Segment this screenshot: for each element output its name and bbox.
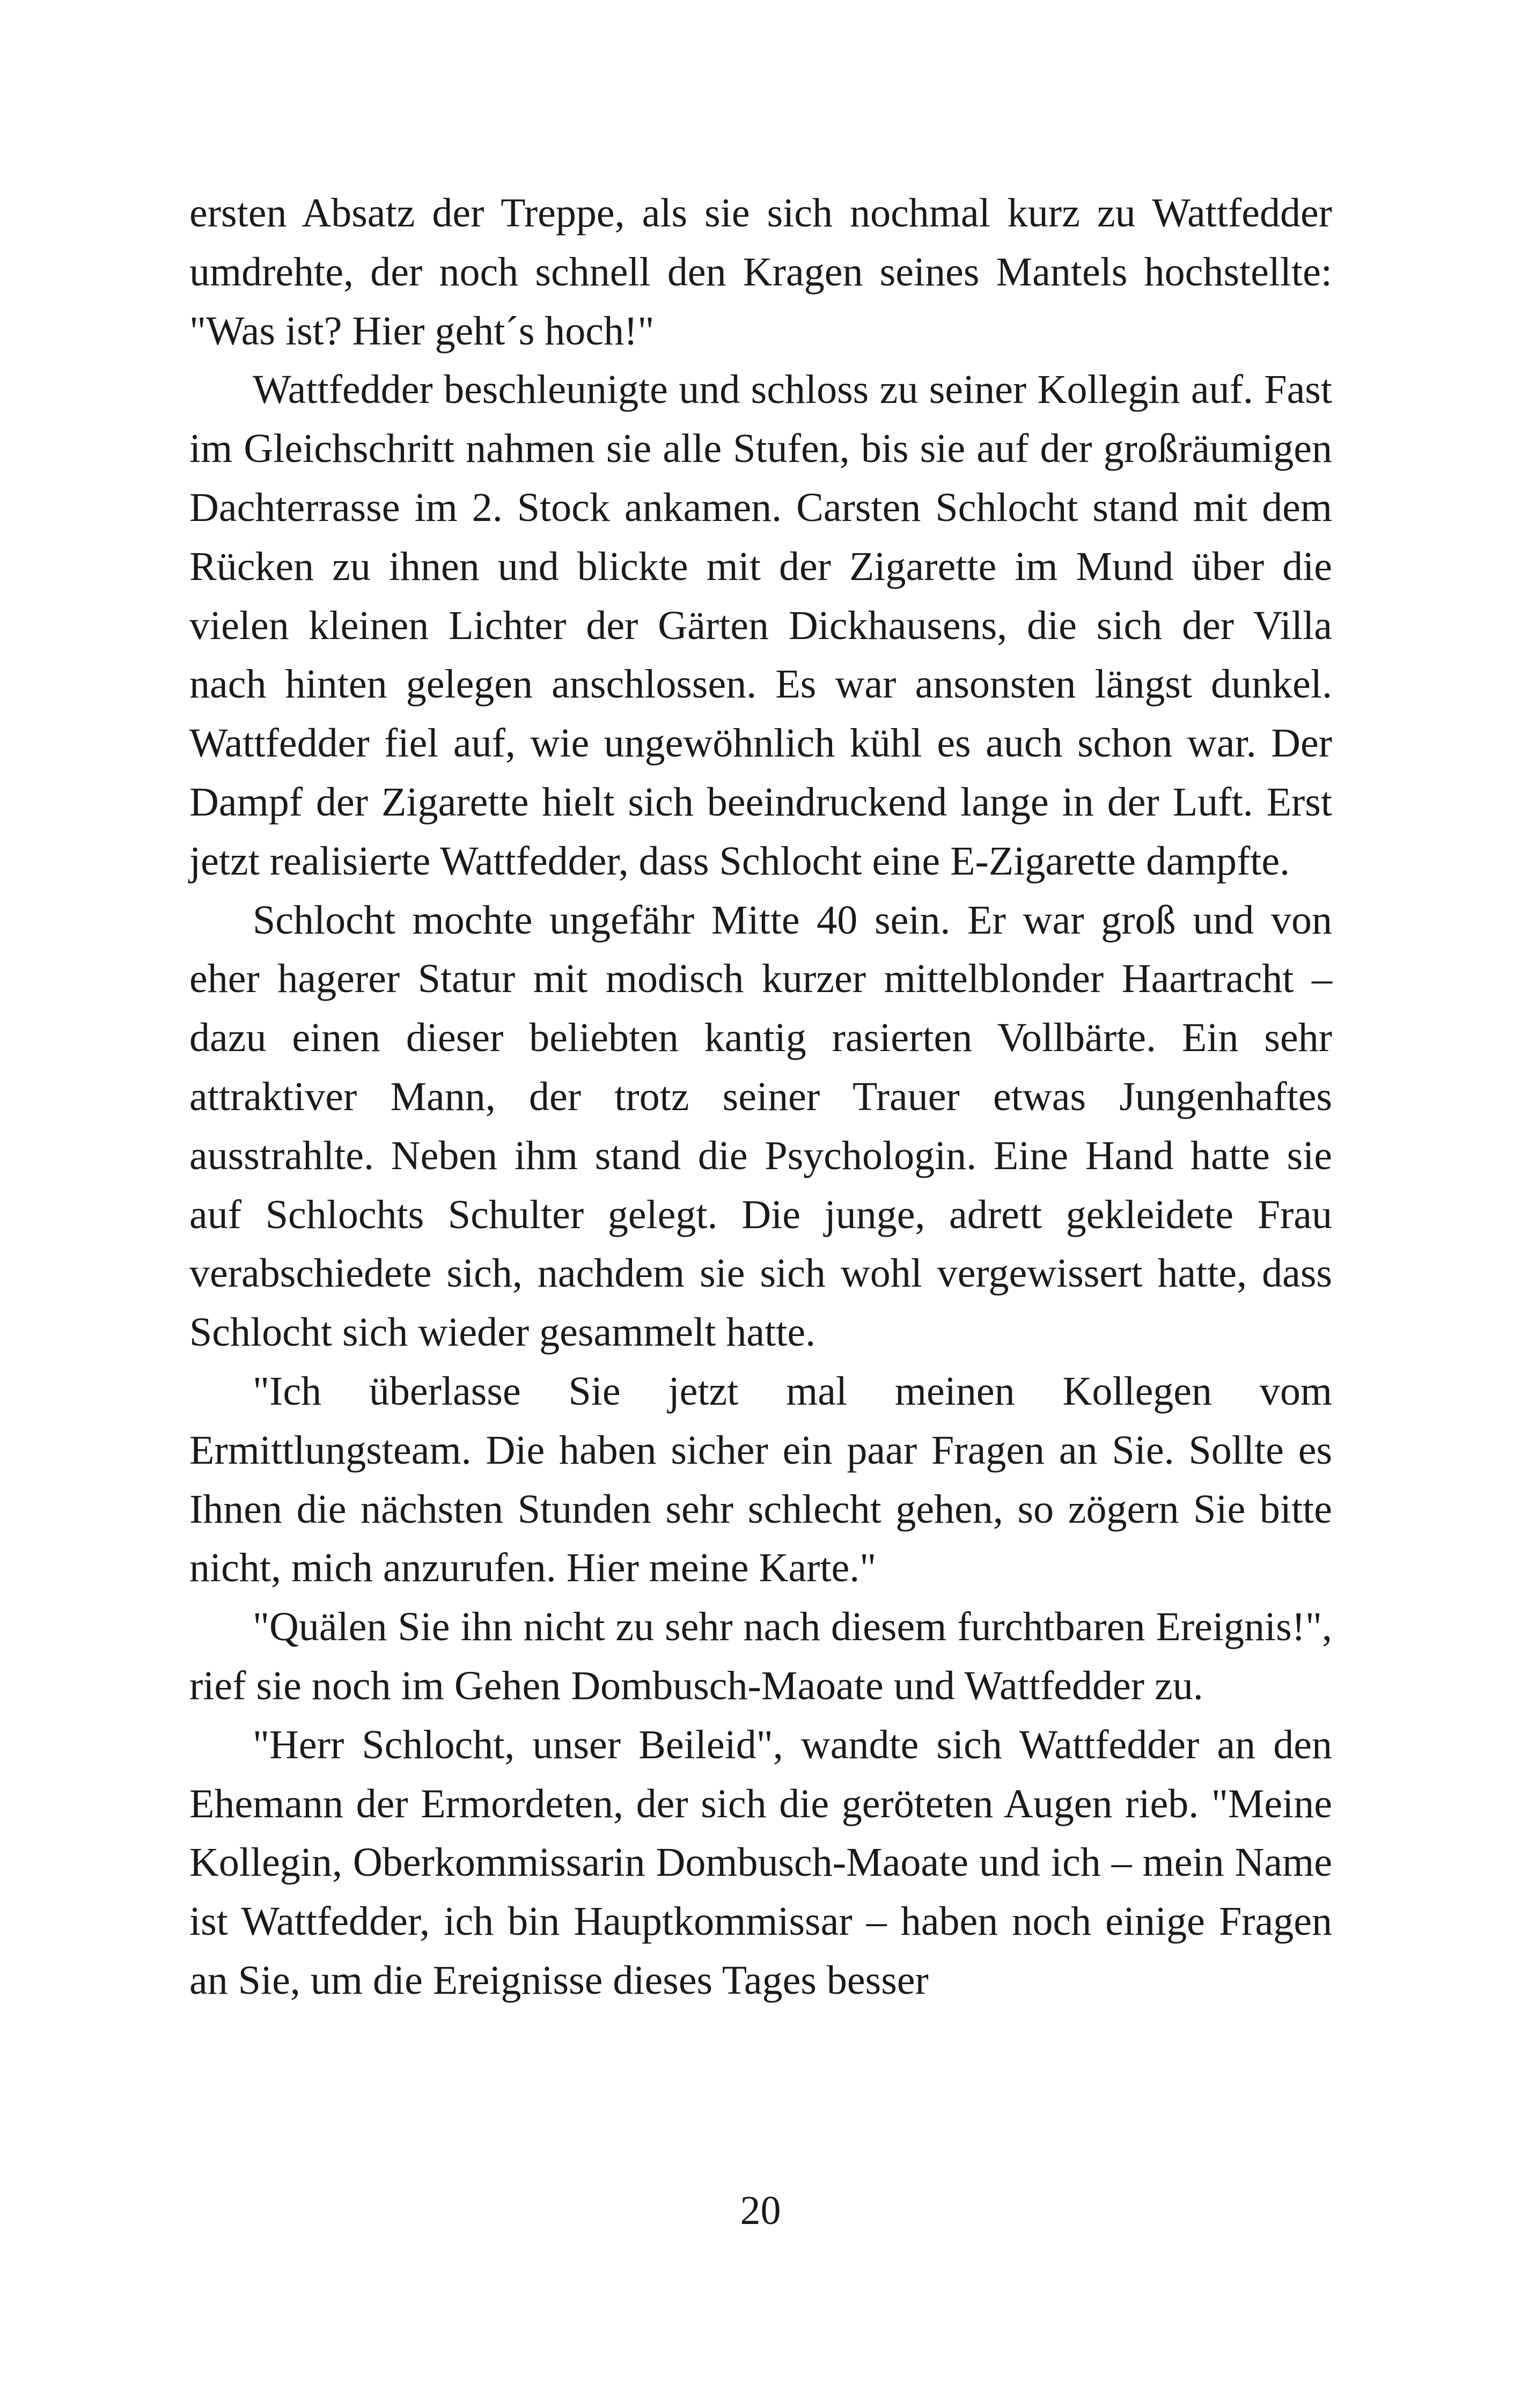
paragraph-continuation: ersten Absatz der Treppe, als sie sich nochmal kurz zu Wattfedder umdrehte, der noch schnell den Kragen seines Mantels hochstellte: "Was ist? Hier geht´s hoch!" <box>189 190 1332 354</box>
paragraph: Schlocht mochte ungefähr Mitte 40 sein. Er war groß und von eher hagerer Statur mit modisch kurzer mittelblonder Haartracht – dazu einen dieser beliebten kantig rasierten Vollbärte. Ein sehr attraktiver Mann, der trotz seiner Trauer etwas Jungenhaftes ausstrahlte. Neben ihm stand die Psychologin. Eine Hand hatte sie auf Schlochts Schulter gelegt. Die junge, adrett gekleidete Frau verabschiedete sich, nachdem sie sich wohl vergewissert hatte, dass Schlocht sich wieder gesammelt hatte. <box>189 897 1332 1355</box>
paragraph: "Herr Schlocht, unser Beileid", wandte sich Wattfedder an den Ehemann der Ermordeten, der sich die geröteten Augen rieb. "Meine Kollegin, Oberkommissarin Dombusch-Maoate und ich – mein Name ist Wattfedder, ich bin Hauptkommissar – haben noch einige Fragen an Sie, um die Ereignisse dieses Tages besser <box>189 1722 1332 2003</box>
body-text <box>189 184 1332 2010</box>
page-number: 20 <box>740 2188 781 2233</box>
paragraph: "Ich überlasse Sie jetzt mal meinen Kollegen vom Ermittlungsteam. Die haben sicher ein paar Fragen an Sie. Sollte es Ihnen die nächsten Stunden sehr schlecht gehen, so zögern Sie bitte nicht, mich anzurufen. Hier meine Karte." <box>189 1368 1332 1591</box>
paragraph: "Quälen Sie ihn nicht zu sehr nach diesem furchtbaren Ereignis!", rief sie noch im Gehen Dombusch-Maoate und Wattfedder zu. <box>189 1604 1332 1708</box>
paragraph: Wattfedder beschleunigte und schloss zu seiner Kollegin auf. Fast im Gleichschritt nahmen sie alle Stufen, bis sie auf der großräumigen Dachterrasse im 2. Stock ankamen. Carsten Schlocht stand mit dem Rücken zu ihnen und blickte mit der Zigarette im Mund über die vielen kleinen Lichter der Gärten Dickhausens, die sich der Villa nach hinten gelegen anschlossen. Es war ansonsten längst dunkel. Wattfedder fiel auf, wie ungewöhnlich kühl es auch schon war. Der Dampf der Zigarette hielt sich beeindruckend lange in der Luft. Erst jetzt realisierte Wattfedder, dass Schlocht eine E-Zigarette dampfte. <box>189 367 1332 884</box>
